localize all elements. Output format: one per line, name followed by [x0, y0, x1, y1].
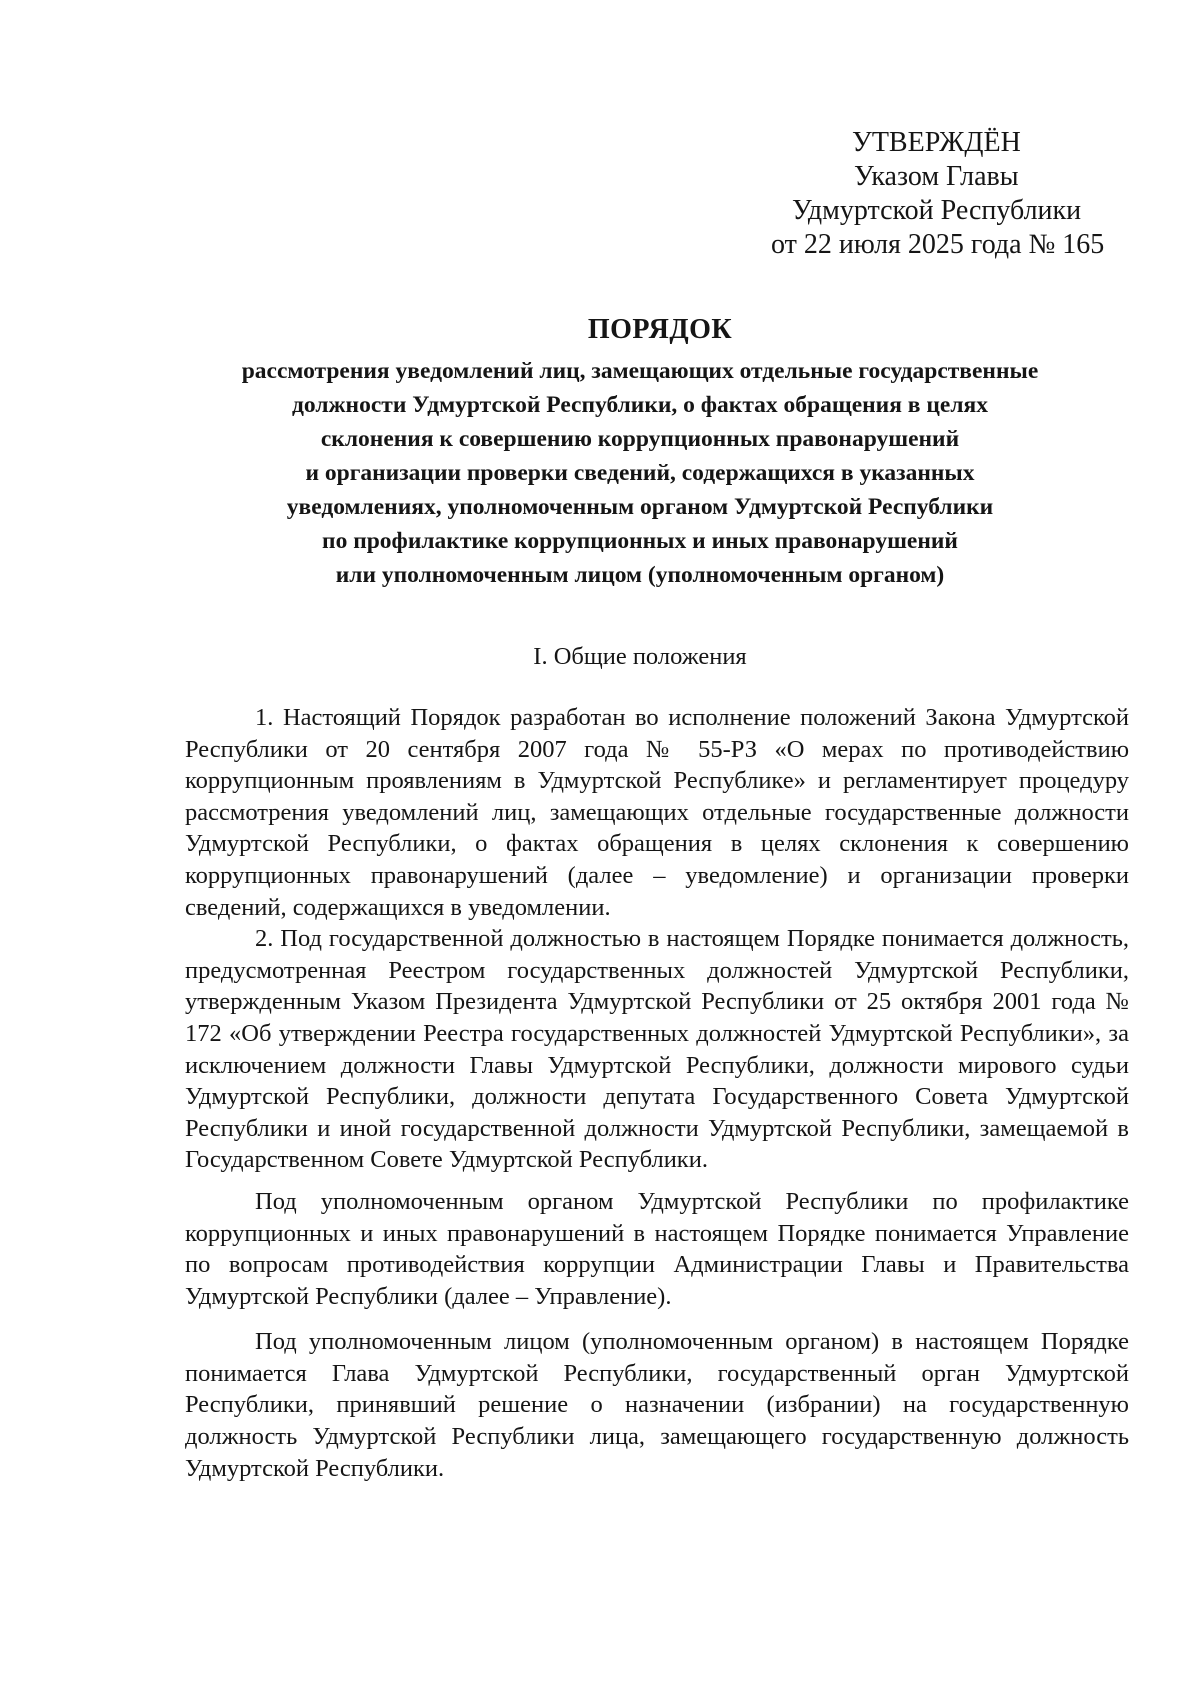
paragraph: 1. Настоящий Порядок разработан во исполнение положений Закона Удмуртской Республики от 20 сентября 2007 года № 55-РЗ «О мерах по противодействию коррупционным проявлениям в Удмуртской Республике» и регламентирует процедуру рассмотрения уведомлений лиц, замещающих отдельные государственные должности Удмуртской Республики, о фактах обращения в целях склонения к совершению коррупционных правонарушений (далее – уведомление) и организации проверки сведений, содержащихся в уведомлении. [185, 704, 1129, 921]
title-subtitle [150, 354, 1130, 592]
title-sub-line: рассмотрения уведомлений лиц, замещающих отдельные государственные [241, 358, 1039, 384]
paragraph: Под уполномоченным лицом (уполномоченным органом) в настоящем Порядке понимается Глава Удмуртской Республики, государственный орган Удмуртской Республики, принявший решение о назначении (избрании) на государственную должность Удмуртской Республики лица, замещающего государственную должность Удмуртской Республики. [185, 1328, 1129, 1482]
approval-decree: Указом Главы [854, 161, 1019, 192]
document-title [150, 312, 1130, 592]
title-sub-line: склонения к совершению коррупционных правонарушений [320, 426, 960, 452]
approval-region: Удмуртской Республики [792, 195, 1082, 226]
title-sub-line: или уполномоченным лицом (уполномоченным органом) [335, 562, 945, 588]
approval-stamp [740, 126, 1140, 262]
approval-date-number: от 22 июля 2025 года № 165 [771, 229, 1105, 260]
title-main: ПОРЯДОК [587, 314, 733, 345]
section-heading: I. Общие положения [533, 643, 747, 670]
title-sub-line: и организации проверки сведений, содержащихся в указанных [305, 460, 975, 486]
title-sub-line: по профилактике коррупционных и иных правонарушений [322, 528, 958, 554]
approval-status: УТВЕРЖДЁН [852, 127, 1021, 158]
title-sub-line: должности Удмуртской Республики, о фактах обращения в целях [292, 392, 988, 418]
document-body [185, 702, 1129, 1484]
paragraph: 2. Под государственной должностью в настоящем Порядке понимается должность, предусмотренная Реестром государственных должностей Удмуртской Республики, утвержденным Указом Президента Удмуртской Республики от 25 октября 2001 года № 172 «Об утверждении Реестра государственных должностей Удмуртской Республики», за исключением должности Главы Удмуртской Республики, должности мирового судьи Удмуртской Республики, должности депутата Государственного Совета Удмуртской Республики и иной государственной должности Удмуртской Республики, замещаемой в Государственном Совете Удмуртской Республики. [185, 925, 1129, 1174]
title-sub-line: уведомлениях, уполномоченным органом Удмуртской Республики [286, 494, 994, 520]
paragraph: Под уполномоченным органом Удмуртской Республики по профилактике коррупционных и иных правонарушений в настоящем Порядке понимается Управление по вопросам противодействия коррупции Администрации Главы и Правительства Удмуртской Республики (далее – Управление). [185, 1187, 1129, 1310]
